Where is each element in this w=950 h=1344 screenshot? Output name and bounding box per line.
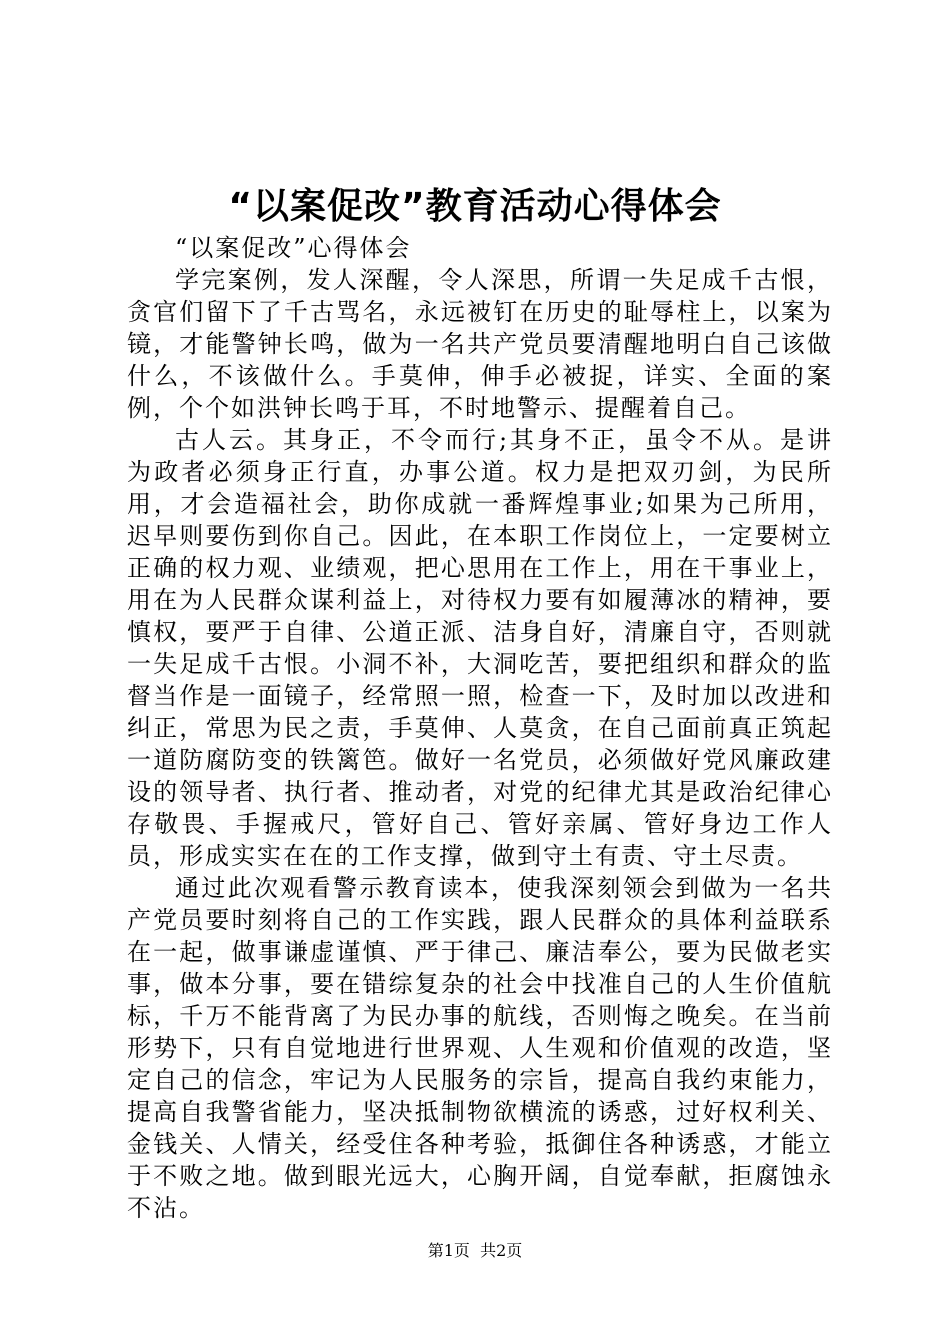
- body-paragraph-1: 学完案例，发人深醒，令人深思，所谓一失足成千古恨，贪官们留下了千古骂名，永远被钉在历史的耻辱柱上，以案为镜，才能警钟长鸣，做为一名共产党员要清醒地明白自己该做什么，不该做什么。手莫伸，伸手必被捉，详实、全面的案例，个个如洪钟长鸣于耳，不时地警示、提醒着自己。: [127, 266, 833, 422]
- subtitle-paragraph: “以案促改”心得体会: [175, 234, 412, 262]
- document-body: [127, 232, 833, 1224]
- body-paragraph-2: 古人云。其身正，不令而行;其身不正，虽令不从。是讲为政者必须身正行直，办事公道。权力是把双刃剑，为民所用，才会造福社会，助你成就一番辉煌事业;如果为己所用，迟早则要伤到你自己。因此，在本职工作岗位上，一定要树立正确的权力观、业绩观，把心思用在工作上，用在干事业上，用在为人民群众谋利益上，对待权力要有如履薄冰的精神，要慎权，要严于自律、公道正派、洁身自好，清廉自守，否则就一失足成千古恨。小洞不补，大洞吃苦，要把组织和群众的监督当作是一面镜子，经常照一照，检查一下，及时加以改进和纠正，常思为民之责，手莫伸、人莫贪，在自己面前真正筑起一道防腐防变的铁篱笆。做好一名党员，必须做好党风廉政建设的领导者、执行者、推动者，对党的纪律尤其是政治纪律心存敬畏、手握戒尺，管好自己、管好亲属、管好身边工作人员，形成实实在在的工作支撑，做到守土有责、守土尽责。: [127, 426, 833, 870]
- body-paragraph-3: 通过此次观看警示教育读本，使我深刻领会到做为一名共产党员要时刻将自己的工作实践，跟人民群众的具体利益联系在一起，做事谦虚谨慎、严于律己、廉洁奉公，要为民做老实事，做本分事，要在错综复杂的社会中找准自己的人生价值航标，千万不能背离了为民办事的航线，否则悔之晚矣。在当前形势下，只有自觉地进行世界观、人生观和价值观的改造，坚定自己的信念，牢记为人民服务的宗旨，提高自我约束能力，提高自我警省能力，坚决抵制物欲横流的诱惑，过好权利关、金钱关、人情关，经受住各种考验，抵御住各种诱惑，才能立于不败之地。做到眼光远大，心胸开阔，自觉奉献，拒腐蚀永不沾。: [127, 874, 833, 1222]
- page-number-footer: 第1页 共2页: [427, 1241, 523, 1260]
- document-title: “以案促改”教育活动心得体会: [228, 186, 722, 227]
